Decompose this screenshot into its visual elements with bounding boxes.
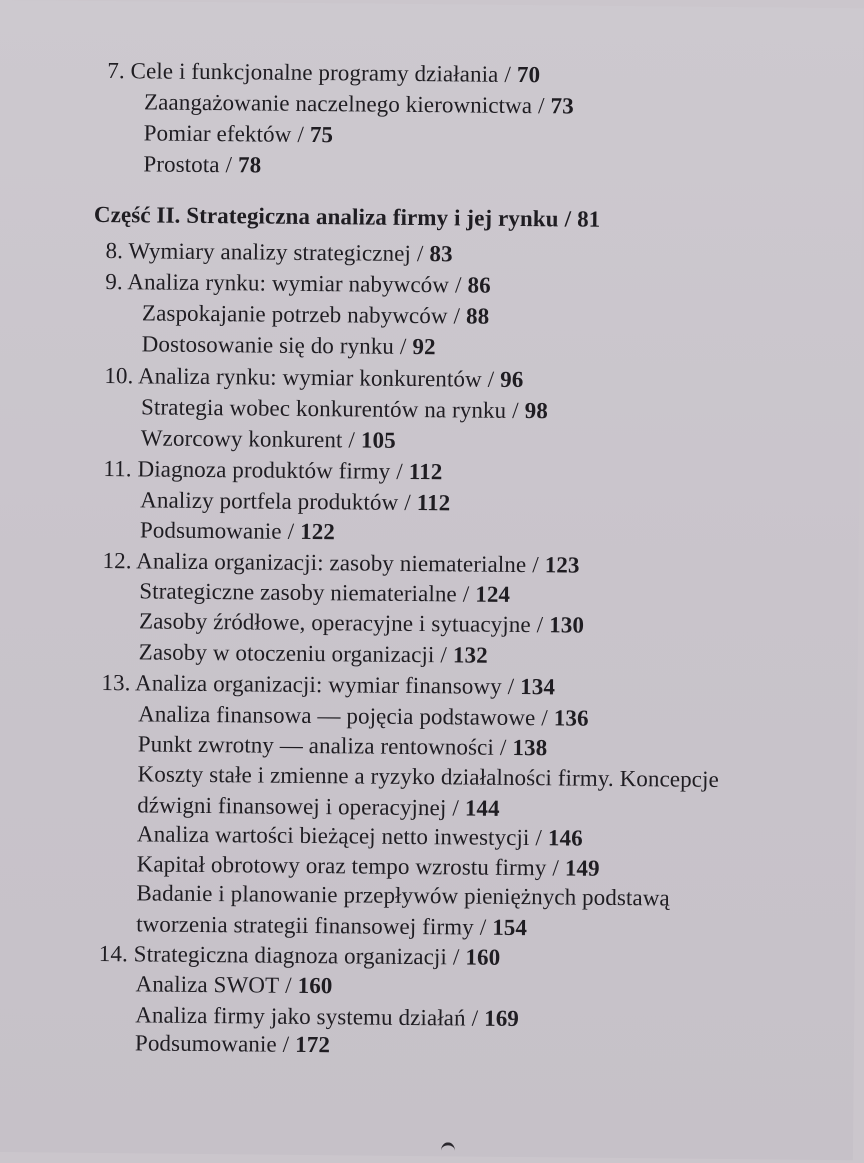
toc-separator: / bbox=[504, 61, 512, 87]
toc-entry-title: Pomiar efektów bbox=[143, 120, 292, 147]
toc-page-number: 86 bbox=[467, 272, 491, 298]
toc-entry-title: 8. Wymiary analizy strategicznej bbox=[105, 238, 412, 266]
toc-page-number: 172 bbox=[295, 1031, 331, 1058]
toc-separator: / bbox=[532, 552, 539, 578]
toc-page-number: 98 bbox=[524, 398, 549, 424]
toc-entry-title: Podsumowanie bbox=[139, 517, 282, 544]
toc-page-number: 73 bbox=[550, 93, 574, 119]
toc-entry-title: Analiza finansowa — pojęcia podstawowe bbox=[138, 701, 536, 731]
toc-page-number: 83 bbox=[429, 241, 453, 267]
toc-separator: / bbox=[499, 734, 507, 760]
toc-page-number: 92 bbox=[412, 333, 436, 360]
toc-separator: / bbox=[404, 489, 411, 515]
toc-separator: / bbox=[287, 518, 295, 544]
toc-section-entry bbox=[139, 637, 488, 670]
toc-entry-title: Wzorcowy konkurent bbox=[140, 425, 343, 453]
toc-separator: / bbox=[537, 93, 545, 119]
toc-separator: / bbox=[512, 397, 519, 423]
toc-entry-title: Punkt zwrotny — analiza rentowności bbox=[137, 731, 495, 760]
toc-page-number: 123 bbox=[544, 552, 580, 578]
toc-separator: / bbox=[416, 241, 424, 267]
toc-entry-title: 11. Diagnoza produktów firmy bbox=[103, 456, 391, 484]
toc-page-number: 130 bbox=[549, 612, 585, 638]
toc-page-number: 122 bbox=[300, 518, 336, 545]
toc-chapter-entry bbox=[102, 546, 579, 581]
toc-entry-title: Strategiczne zasoby niematerialne bbox=[139, 578, 457, 607]
toc-separator: / bbox=[552, 855, 560, 881]
toc-separator: / bbox=[399, 333, 407, 359]
toc-entry-title: tworzenia strategii finansowej firmy bbox=[136, 911, 474, 940]
toc-separator: / bbox=[471, 1005, 479, 1031]
toc-section-entry bbox=[140, 485, 450, 518]
toc-entry-title: Zaspokajanie potrzeb nabywców bbox=[141, 300, 448, 329]
toc-entry-title: dźwigni finansowej i operacyjnej bbox=[137, 792, 447, 821]
toc-chapter-entry bbox=[105, 236, 452, 269]
toc-section-entry bbox=[136, 878, 670, 913]
toc-section-entry bbox=[139, 606, 584, 640]
toc-section-entry bbox=[137, 790, 500, 823]
toc-section-entry bbox=[138, 729, 548, 763]
toc-page-number: 81 bbox=[577, 206, 601, 232]
toc-entry-title: Analiza firmy jako systemu działań bbox=[135, 1002, 466, 1031]
toc-entry-title: Kapitał obrotowy oraz tempo wzrostu firmy bbox=[136, 851, 547, 881]
toc-section-entry bbox=[138, 699, 589, 733]
toc-page-number: 134 bbox=[520, 674, 556, 700]
toc-section-entry bbox=[136, 909, 527, 943]
toc-entry-title: 9. Analiza rynku: wymiar nabywców bbox=[105, 269, 450, 298]
toc-page-number: 96 bbox=[500, 366, 524, 393]
toc-part-heading bbox=[94, 200, 601, 235]
toc-entry-title: 12. Analiza organizacji: zasoby niematerialne bbox=[102, 548, 527, 578]
toc-separator: / bbox=[487, 366, 495, 392]
toc-separator: / bbox=[285, 972, 292, 998]
toc-entry-title: Badanie i planowanie przepływów pieniężnych podstawą bbox=[136, 880, 670, 911]
toc-entry-title: Zasoby źródłowe, operacyjne i sytuacyjne bbox=[138, 608, 531, 638]
toc-separator: / bbox=[297, 121, 305, 147]
toc-separator: / bbox=[453, 303, 461, 329]
toc-page-number: 75 bbox=[309, 121, 334, 148]
toc-section-entry bbox=[137, 819, 583, 853]
toc-page-number: 136 bbox=[553, 705, 589, 731]
toc-page-number: 160 bbox=[297, 972, 333, 999]
toc-section-entry bbox=[135, 1028, 330, 1060]
toc-separator: / bbox=[462, 581, 470, 607]
toc-section-entry bbox=[142, 298, 490, 331]
toc-entry-title: 14. Strategiczna diagnoza organizacji bbox=[98, 940, 448, 970]
toc-chapter-entry bbox=[104, 361, 523, 395]
toc-entry-title: Prostota bbox=[143, 151, 220, 178]
toc-section-entry bbox=[135, 969, 332, 1001]
toc-page-number: 132 bbox=[452, 642, 488, 668]
toc-page-number: 154 bbox=[492, 914, 528, 941]
toc-separator: / bbox=[454, 272, 462, 298]
toc-page-number: 169 bbox=[484, 1005, 520, 1032]
toc-section-entry bbox=[144, 118, 334, 150]
toc-separator: / bbox=[564, 206, 572, 232]
toc-page-number: 112 bbox=[408, 458, 443, 485]
toc-page-number: 105 bbox=[360, 427, 396, 453]
toc-entry-title: 7. Cele i funkcjonalne programy działania bbox=[107, 58, 499, 87]
toc-section-entry bbox=[141, 392, 548, 426]
toc-section-entry bbox=[144, 87, 574, 121]
toc-separator: / bbox=[479, 914, 487, 940]
toc-page-number: 124 bbox=[475, 581, 511, 607]
toc-page-number: 144 bbox=[464, 795, 500, 821]
toc-separator: / bbox=[541, 705, 548, 731]
toc-entry-title: Zasoby w otoczeniu organizacji bbox=[138, 639, 435, 668]
toc-section-entry bbox=[137, 759, 719, 795]
toc-separator: / bbox=[535, 825, 543, 851]
toc-section-entry bbox=[139, 576, 510, 610]
toc-entry-title: Część II. Strategiczna analiza firmy i jej rynku bbox=[93, 201, 559, 232]
toc-entry-title: 10. Analiza rynku: wymiar konkurentów bbox=[104, 363, 482, 392]
toc-separator: / bbox=[348, 427, 356, 453]
toc-chapter-entry bbox=[101, 668, 555, 702]
toc-entry-title: Koszty stałe i zmienne a ryzyko działalności firmy. Koncepcje bbox=[137, 761, 719, 792]
toc-section-entry bbox=[140, 515, 335, 547]
toc-entry-title: 13. Analiza organizacji: wymiar finansowy bbox=[101, 670, 502, 699]
toc-chapter-entry bbox=[103, 454, 442, 487]
toc-page-number: 149 bbox=[564, 855, 600, 881]
toc-separator: / bbox=[452, 944, 460, 970]
toc-page-number: 88 bbox=[465, 303, 490, 329]
toc-separator: / bbox=[282, 1031, 290, 1057]
toc-entry-title: Strategia wobec konkurentów na rynku bbox=[140, 394, 507, 423]
toc-entry-title: Analiza wartości bieżącej netto inwestycji bbox=[136, 821, 530, 851]
toc-page-number: 78 bbox=[238, 152, 262, 178]
toc-section-entry bbox=[141, 423, 396, 455]
toc-separator: / bbox=[440, 642, 448, 668]
toc-page-number: 138 bbox=[512, 734, 548, 761]
toc-separator: / bbox=[536, 612, 544, 638]
toc-separator: / bbox=[225, 152, 233, 178]
toc-chapter-entry bbox=[107, 56, 540, 90]
toc-page-number: 160 bbox=[465, 944, 501, 970]
toc-separator: / bbox=[396, 458, 403, 484]
toc-entry-title: Dostosowanie się do rynku bbox=[141, 331, 395, 359]
toc-separator: / bbox=[507, 673, 515, 699]
toc-page-number: 70 bbox=[516, 61, 541, 88]
toc-entry-title: Analizy portfela produktów bbox=[140, 487, 399, 515]
toc-page-number: 146 bbox=[547, 825, 583, 851]
toc-page-number: 112 bbox=[416, 490, 451, 516]
toc-chapter-entry bbox=[99, 939, 501, 973]
toc-section-entry bbox=[143, 149, 261, 180]
toc-entry-title: Podsumowanie bbox=[134, 1030, 277, 1057]
toc-entry-title: Analiza SWOT bbox=[135, 971, 280, 998]
toc-separator: / bbox=[452, 795, 460, 821]
toc-entry-title: Zaangażowanie naczelnego kierownictwa bbox=[143, 89, 533, 119]
toc-section-entry bbox=[142, 329, 436, 362]
page-folio-mark bbox=[441, 1142, 455, 1159]
toc-chapter-entry bbox=[105, 267, 491, 301]
